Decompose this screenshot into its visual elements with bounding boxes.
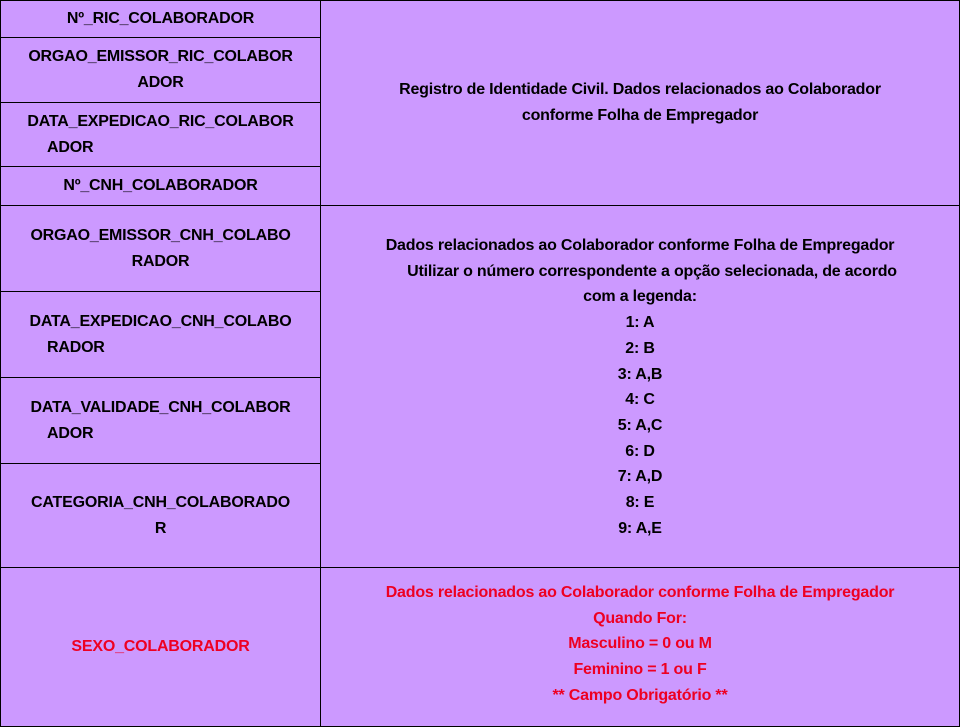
field-cell-cnh-expiry-date	[0, 377, 321, 464]
description-line: Quando For:	[593, 609, 687, 627]
field-name-cont: RADOR	[47, 338, 105, 356]
description-ric	[320, 0, 960, 206]
field-cell-cnh-category	[0, 463, 321, 568]
description-line: Dados relacionados ao Colaborador conforme Folha de Empregador	[385, 237, 895, 254]
field-name: DATA_EXPEDICAO_CNH_COLABO	[29, 312, 292, 330]
legend-item: 3: A,B	[617, 365, 663, 383]
required-note: ** Campo Obrigatório **	[552, 686, 728, 704]
legend-item: 4: C	[625, 391, 655, 409]
description-line: com a legenda:	[583, 288, 697, 306]
field-name-cont: ADOR	[47, 138, 94, 156]
field-name: ORGAO_EMISSOR_RIC_COLABOR	[28, 48, 293, 66]
legend-item: 5: A,C	[617, 416, 663, 434]
field-cell-ric-issue-date	[0, 102, 321, 167]
description-line: conforme Folha de Empregador	[521, 107, 759, 124]
field-name: Nº_CNH_COLABORADOR	[63, 177, 258, 195]
legend-item: 7: A,D	[617, 468, 663, 486]
field-cell-ric-issuer	[0, 37, 321, 103]
field-name: Nº_RIC_COLABORADOR	[66, 10, 255, 28]
description-line: Dados relacionados ao Colaborador conforme Folha de Empregador	[385, 584, 895, 601]
description-sex	[320, 567, 960, 727]
field-name: DATA_EXPEDICAO_RIC_COLABOR	[27, 112, 294, 130]
legend-item: 6: D	[625, 442, 655, 460]
field-cell-cnh-number	[0, 166, 321, 206]
legend-item: 8: E	[625, 494, 655, 512]
field-name-cont: ADOR	[47, 424, 94, 442]
field-cell-cnh-issuer	[0, 205, 321, 292]
field-name-cont: RADOR	[131, 252, 190, 270]
field-cell-cnh-issue-date	[0, 291, 321, 378]
field-name: SEXO_COLABORADOR	[71, 638, 250, 656]
field-cell-ric-number	[0, 0, 321, 38]
description-cnh	[320, 205, 960, 568]
field-name: ORGAO_EMISSOR_CNH_COLABO	[30, 226, 291, 244]
description-line: Utilizar o número correspondente a opção selecionada, de acordo	[407, 262, 897, 280]
legend-item: 2: B	[625, 339, 655, 357]
field-name-cont: ADOR	[137, 74, 184, 91]
field-name-cont: R	[154, 519, 167, 537]
legend-item: 1: A	[625, 314, 655, 332]
field-name: DATA_VALIDADE_CNH_COLABOR	[30, 398, 291, 416]
description-line: Masculino = 0 ou M	[568, 635, 712, 653]
description-line: Registro de Identidade Civil. Dados relacionados ao Colaborador	[399, 81, 881, 99]
legend-item: 9: A,E	[618, 519, 662, 537]
field-cell-sex	[0, 567, 321, 727]
field-name: CATEGORIA_CNH_COLABORADO	[31, 493, 290, 511]
description-line: Feminino = 1 ou F	[573, 661, 707, 679]
